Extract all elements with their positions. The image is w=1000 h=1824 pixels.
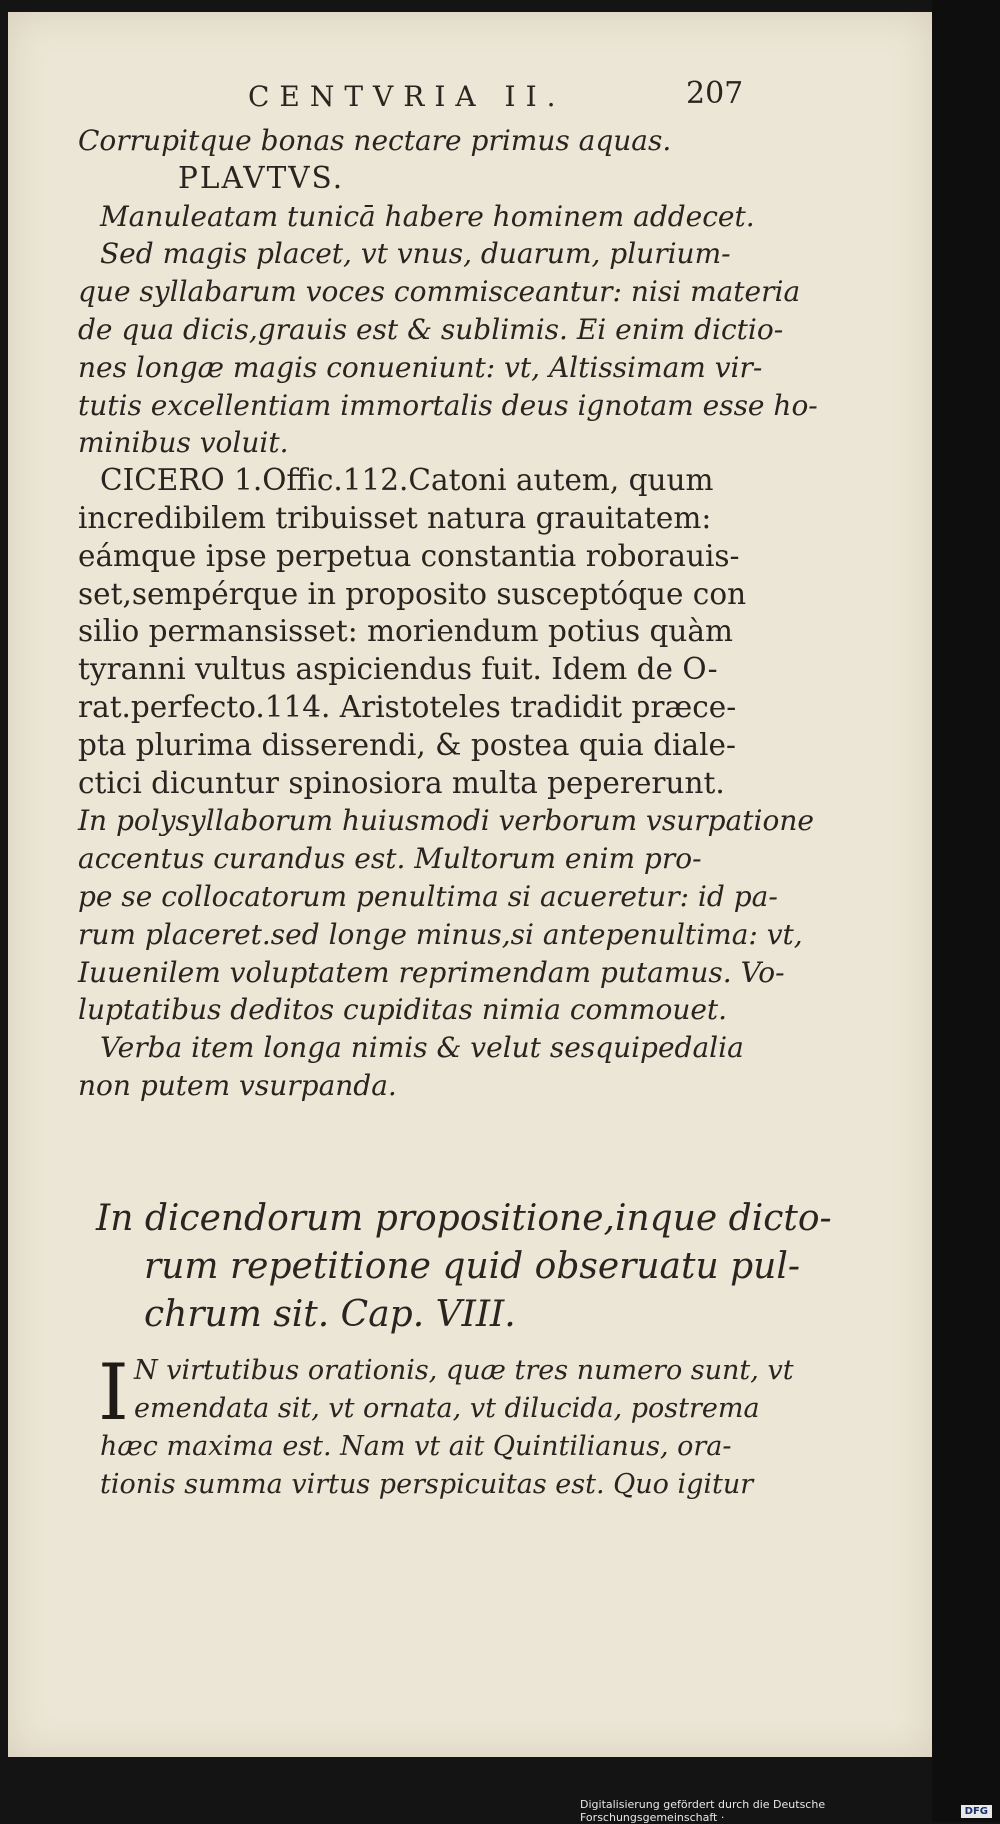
text-line: set,sempérque in proposito susceptóque con <box>78 576 747 611</box>
text-line: minibus voluit. <box>78 426 289 460</box>
text-line: luptatibus deditos cupiditas nimia commouet. <box>78 993 728 1027</box>
page-header <box>8 76 932 120</box>
text-line: rum placeret.sed longe minus,si antepenultima: vt, <box>78 917 803 951</box>
text-line: nes longæ magis conueniunt: vt, Altissimam vir- <box>78 350 763 384</box>
text-line: accentus curandus est. Multorum enim pro- <box>78 842 702 876</box>
funding-credit: Digitalisierung gefördert durch die Deutsche Forschungsgemeinschaft · <box>580 1798 826 1824</box>
text-line: ctici dicuntur spinosiora multa pepererunt. <box>78 765 725 800</box>
text-line: Iuuenilem voluptatem reprimendam putamus. Vo- <box>78 955 785 989</box>
chapter-heading <box>96 1195 832 1339</box>
text-line: N virtutibus orationis, quæ tres numero sunt, vt <box>134 1355 794 1386</box>
page-number: 207 <box>686 76 744 111</box>
text-line: tutis excellentiam immortalis deus ignotam esse ho- <box>78 388 818 422</box>
text-line: In polysyllaborum huiusmodi verborum vsurpatione <box>78 804 814 838</box>
text-line: Verba item longa nimis & velut sesquipedalia <box>100 1031 744 1065</box>
text-line: pe se collocatorum penultima si acueretur: id pa- <box>78 879 778 913</box>
heading-line: chrum sit. Cap. VIII. <box>144 1294 516 1335</box>
text-line: tyranni vultus aspiciendus fuit. Idem de O- <box>78 652 718 687</box>
drop-capital: I <box>98 1348 129 1438</box>
text-line: de qua dicis,grauis est & sublimis. Ei enim dictio- <box>78 312 784 346</box>
heading-line: rum repetitione quid obseruatu pul- <box>144 1246 800 1287</box>
text-line: Manuleatam tunicā habere hominem addecet. <box>100 199 755 233</box>
main-text <box>78 122 818 1105</box>
dfg-logo: DFG <box>961 1805 992 1818</box>
running-head: CENTVRIA II. <box>248 80 566 113</box>
text-line: non putem vsurpanda. <box>78 1068 397 1102</box>
text-line: tionis summa virtus perspicuitas est. Quo igitur <box>100 1469 754 1500</box>
text-line: incredibilem tribuisset natura grauitatem: <box>78 500 712 535</box>
text-line: pta plurima disserendi, & postea quia diale- <box>78 727 736 762</box>
text-line: rat.perfecto.114. Aristoteles tradidit præce- <box>78 689 737 724</box>
chapter-text <box>98 1348 794 1504</box>
text-line: emendata sit, vt ornata, vt dilucida, postrema <box>134 1393 760 1424</box>
text-line: eámque ipse perpetua constantia roborauis- <box>78 538 740 573</box>
text-line: silio permansisset: moriendum potius quàm <box>78 614 733 649</box>
text-line: Sed magis placet, vt vnus, duarum, plurium- <box>100 237 731 271</box>
scan-border <box>932 0 1000 1822</box>
text-line: hæc maxima est. Nam vt ait Quintilianus, ora- <box>100 1431 732 1462</box>
heading-line: In dicendorum propositione,inque dicto- <box>96 1198 832 1239</box>
text-line: PLAVTVS. <box>178 160 345 195</box>
text-line: que syllabarum voces commisceantur: nisi materia <box>78 275 801 309</box>
text-line: CICERO 1.Offic.112.Catoni autem, quum <box>100 463 714 498</box>
footer-credit <box>580 1800 992 1822</box>
text-line: Corrupitque bonas nectare primus aquas. <box>78 124 672 157</box>
